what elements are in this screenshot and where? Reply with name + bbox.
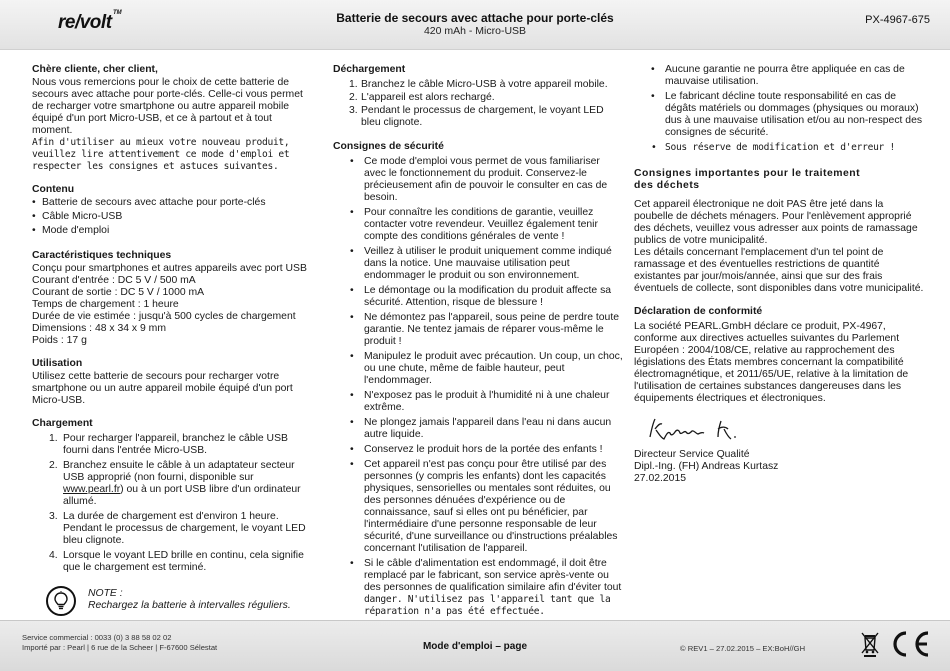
securite-list-continued — [634, 64, 924, 154]
list-item: • Ne plongez jamais l'appareil dans l'eau ni dans aucun autre liquide. — [333, 417, 623, 441]
crossed-bin-icon — [860, 631, 880, 657]
list-item: • Mode d'emploi — [32, 225, 314, 237]
securite-list — [333, 156, 623, 618]
spec-line: Poids : 17 g — [32, 335, 87, 346]
dechets-heading: Consignes importantes pour le traitement des déchets — [634, 168, 861, 191]
list-item: • Ne démontez pas l'appareil, sous peine de perdre toute garantie. Ne tentez jamais de réparer vous-même le produit ! — [333, 312, 623, 348]
conformite-heading: Déclaration de conformité — [634, 306, 763, 317]
sign-role: Directeur Service Qualité — [634, 449, 750, 460]
list-item: • Veillez à utiliser le produit uniquement comme indiqué dans la notice. Une mauvaise utilisation peut endommager le produit ou son environnement. — [333, 246, 623, 282]
column-middle — [333, 64, 623, 621]
product-code: PX-4967-675 — [865, 14, 930, 26]
list-item: • Câble Micro-USB — [32, 211, 314, 223]
list-item: 3. Pendant le processus de chargement, le voyant LED bleu clignote. — [349, 105, 604, 128]
securite-heading: Consignes de sécurité — [333, 141, 444, 152]
sign-date: 27.02.2015 — [634, 473, 687, 484]
conformite-text: La société PEARL.GmbH déclare ce produit, PX-4967, conforme aux directives actuelles suivantes du Parlement Européen : 2004/108/CE, relative au rapprochement des législations des États membres concernant la compatibilité électromagnétique, et 2011/65/UE, relative à la limitation de l'utilisation de certaines substances dangereuses dans les équipements électriques et électroniques. — [634, 321, 909, 404]
specs-heading: Caractéristiques techniques — [32, 250, 172, 261]
list-item: • Sous réserve de modification et d'erreur ! — [634, 142, 924, 154]
list-item: • N'exposez pas le produit à l'humidité ni à une chaleur extrême. — [333, 390, 623, 414]
intro-paragraph-2: Afin d'utiliser au mieux votre nouveau produit, veuillez lire attentivement ce mode d'emploi et respecter les consignes et astuces suivantes. — [32, 137, 290, 172]
sign-name: Dipl.-Ing. (FH) Andreas Kurtasz — [634, 461, 779, 472]
chargement-heading: Chargement — [32, 418, 93, 429]
spec-line: Conçu pour smartphones et autres appareils avec port USB — [32, 263, 307, 274]
pearl-link[interactable]: www.pearl.fr — [63, 484, 121, 495]
contenu-heading: Contenu — [32, 184, 75, 195]
list-item: 1. Branchez le câble Micro-USB à votre appareil mobile. — [349, 79, 608, 90]
list-item: • Pour connaître les conditions de garantie, veuillez contacter votre revendeur. Veuillez également tenir compte des conditions générales de vente ! — [333, 207, 623, 243]
logo-tm: TM — [113, 10, 122, 16]
logo-text: re/volt — [58, 12, 112, 33]
spec-line: Courant de sortie : DC 5 V / 1000 mA — [32, 287, 205, 298]
product-title: Batterie de secours avec attache pour porte-clés — [336, 11, 614, 25]
dechets-paragraph-1: Cet appareil électronique ne doit PAS être jeté dans la poubelle de déchets ménagers. Pour l'enlèvement approprié des déchets, veuillez vous adresser aux points de ramassage publics de votre municipalité. — [634, 199, 918, 246]
page-footer — [0, 620, 950, 671]
list-item: • Ce mode d'emploi vous permet de vous familiariser avec le fonctionnement du produit. Conservez-le précieusement afin de pouvoir le consulter en cas de besoin. — [333, 156, 623, 204]
note-box — [32, 588, 314, 618]
contenu-list — [32, 197, 314, 237]
chargement-steps — [32, 433, 314, 574]
spec-line: Dimensions : 48 x 34 x 9 mm — [32, 323, 166, 334]
list-item: 3. La durée de chargement est d'environ 1 heure. Pendant le processus de chargement, le voyant LED bleu clignote. — [49, 511, 306, 546]
spec-line: Temps de chargement : 1 heure — [32, 299, 179, 310]
footer-service: Service commercial : 0033 (0) 3 88 58 02 02 — [22, 633, 172, 642]
signature — [646, 413, 924, 449]
list-item: • Cet appareil n'est pas conçu pour être utilisé par des personnes (y compris les enfants) dont les capacités physiques, sensorielles ou mentales sont réduites, ou des personnes dénuées d'expérience ou de connaissance, sauf si elles ont pu bénéficier, par l'intermédiaire d'une personne responsable de leur sécurité, d'une surveillance ou d'instructions préalables concernant l'utilisation de l'appareil. — [333, 459, 623, 555]
list-item: 1. Pour recharger l'appareil, branchez le câble USB fourni dans l'entrée Micro-USB. — [49, 433, 288, 456]
dechets-paragraph-2: Les détails concernant l'emplacement d'un tel point de ramassage et des éventuelles restrictions de quantité existantes par jour/mois/année, ainsi que sur des frais éventuels de collecte, sont disponibles dans votre municipalité. — [634, 247, 924, 294]
spec-line: Durée de vie estimée : jusqu'à 500 cycles de chargement — [32, 311, 296, 322]
list-item: • Le fabricant décline toute responsabilité en cas de dégâts matériels ou dommages (physiques ou moraux) dus à une mauvaise utilisation et/ou au non-respect des consignes de sécurité. — [634, 91, 924, 139]
list-item: • Batterie de secours avec attache pour porte-clés — [32, 197, 314, 209]
column-right — [634, 64, 924, 485]
dechargement-heading: Déchargement — [333, 64, 406, 75]
dechargement-steps — [333, 79, 623, 129]
list-item: 2. L'appareil est alors rechargé. — [349, 92, 495, 103]
intro-heading: Chère cliente, cher client, — [32, 64, 158, 75]
spec-line: Courant d'entrée : DC 5 V / 500 mA — [32, 275, 196, 286]
intro-paragraph: Nous vous remercions pour le choix de cette batterie de secours avec attache pour porte-clés. Celle-ci vous permet de recharger votre smartphone ou autre appareil mobile équipé d'un port Micro-USB, et ce à partout et à tout moment. — [32, 77, 303, 136]
specs-list — [32, 263, 314, 347]
footer-revision: © REV1 – 27.02.2015 – EX:BoH//GH — [680, 644, 806, 653]
list-item: • Manipulez le produit avec précaution. Un coup, un choc, ou une chute, même de faible hauteur, peut l'endommager. — [333, 351, 623, 387]
list-item: 4. Lorsque le voyant LED brille en continu, cela signifie que le chargement est terminé. — [49, 550, 304, 573]
ce-mark-icon — [886, 630, 932, 658]
list-item: 2. Branchez ensuite le câble à un adaptateur secteur USB approprié (non fourni, disponible sur www.pearl.fr) ou à un port USB libre d'un ordinateur allumé. — [49, 460, 301, 507]
list-item: • Si le câble d'alimentation est endommagé, il doit être remplacé par le fabricant, son service après-vente ou des personnes de qualification similaire afin d'éviter tout danger. N'utilisez pas l'appareil tant que la réparation n'a pas été effectuée. — [333, 558, 623, 618]
column-left — [32, 64, 314, 618]
footer-importer: Importé par : Pearl | 6 rue de la Scheer | F-67600 Sélestat — [22, 643, 218, 652]
list-item: • Le démontage ou la modification du produit affecte sa sécurité. Attention, risque de blessure ! — [333, 285, 623, 309]
lightbulb-icon — [46, 586, 76, 616]
utilisation-heading: Utilisation — [32, 358, 83, 369]
note-text: Rechargez la batterie à intervalles réguliers. — [88, 600, 291, 611]
note-title: NOTE : — [88, 588, 123, 599]
page-header — [0, 0, 950, 50]
list-item: • Aucune garantie ne pourra être appliquée en cas de mauvaise utilisation. — [634, 64, 924, 88]
product-subtitle: 420 mAh - Micro-USB — [423, 25, 527, 37]
list-item: • Conservez le produit hors de la portée des enfants ! — [333, 444, 623, 456]
footer-page-label: Mode d'emploi – page — [422, 641, 528, 652]
utilisation-text: Utilisez cette batterie de secours pour recharger votre smartphone ou un autre appareil mobile équipé d'un port Micro-USB. — [32, 371, 293, 406]
